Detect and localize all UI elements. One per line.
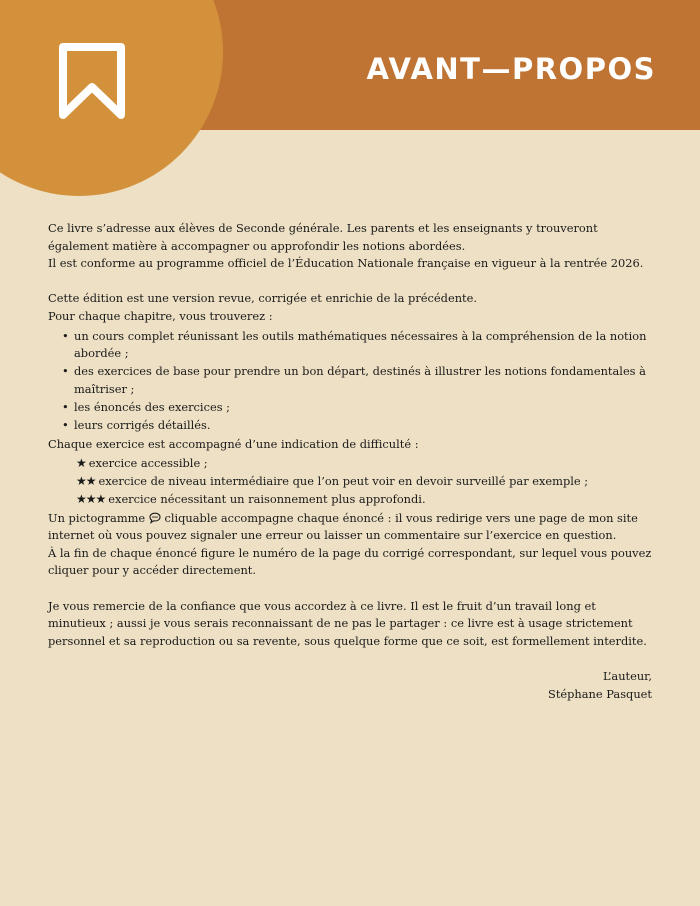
difficulty-item-1: ★ exercice accessible ; [76,456,208,471]
star-icon: ★ [76,456,86,471]
chapter-contents-list [48,328,652,435]
program-paragraph: Il est conforme au programme officiel de l’Éducation Nationale française en vigueur à la rentrée 2026. [48,256,644,271]
star-icon: ★★★ [76,492,106,507]
list-item: • des exercices de base pour prendre un bon départ, destinés à illustrer les notions fondamentales à maîtriser ; [62,364,646,396]
speech-bubble-icon [149,512,161,524]
signature-role: L’auteur, [602,669,652,683]
difficulty-item-2: ★★ exercice de niveau intermédiaire que l’on peut voir en devoir surveillé par exemple ; [76,474,589,489]
pictogram-paragraph: Un pictogramme cliquable accompagne chaque énoncé : il vous redirige vers une page de mon site internet où vous pouvez signaler une erreur ou laisser un commentaire sur l’exercice en question. [48,510,638,543]
difficulty-intro: Chaque exercice est accompagné d’une indication de difficulté : [48,436,419,451]
list-item: • les énoncés des exercices ; [62,400,231,415]
chapter-intro: Pour chaque chapitre, vous trouverez : [48,308,273,323]
bookmark-icon [58,42,126,120]
list-item: • un cours complet réunissant les outils mathématiques nécessaires à la compréhension de la notion abordée ; [62,328,647,361]
intro-paragraph: Ce livre s’adresse aux élèves de Seconde générale. Les parents et les enseignants y trouveront également matière à accompagner ou approfondir les notions abordées. [48,221,598,253]
edition-paragraph: Cette édition est une version revue, corrigée et enrichie de la précédente. [48,291,477,306]
difficulty-item-3: ★★★ exercice nécessitant un raisonnement plus approfondi. [76,492,426,507]
star-icon: ★★ [76,474,96,489]
author-name: Stéphane Pasquet [548,686,652,701]
page-title: AVANT—PROPOS [366,52,656,86]
signature [48,668,652,703]
thanks-paragraph: Je vous remercie de la confiance que vous accordez à ce livre. Il est le fruit d’un travail long et minutieux ; aussi je vous serais reconnaissant de ne pas le partager : ce livre est à usage strictement personnel et sa reproduction ou sa revente, sous quelque forme que ce soit, est formellement interdite. [48,598,647,648]
page-reference-paragraph: À la fin de chaque énoncé figure le numéro de la page du corrigé correspondant, sur lequel vous pouvez cliquer pour y accéder directement. [48,545,652,578]
list-item: • leurs corrigés détaillés. [62,418,211,433]
difficulty-list [48,455,652,509]
foreword-body [48,220,652,703]
